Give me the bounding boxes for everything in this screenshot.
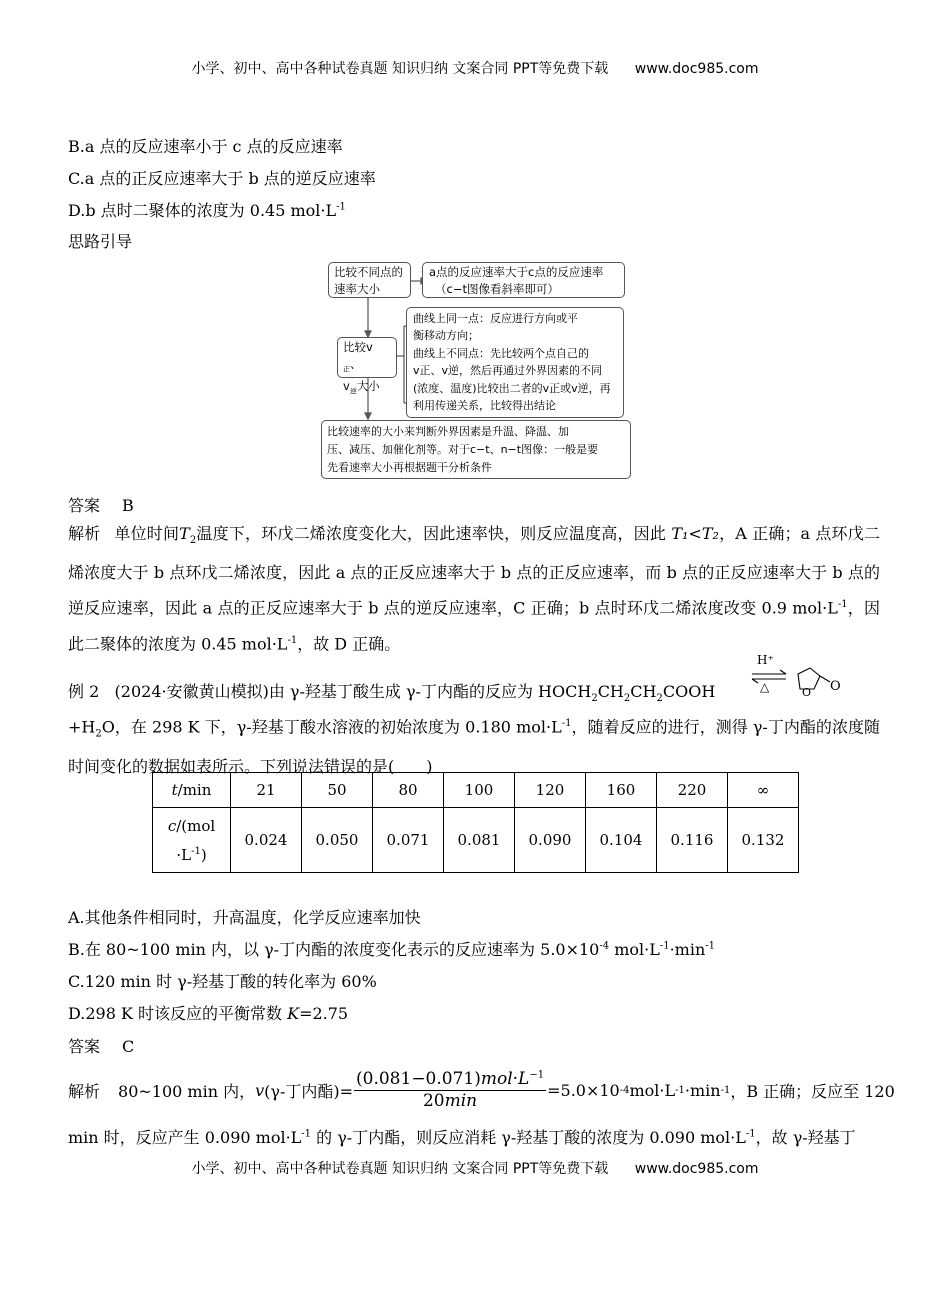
table-row-concentration <box>153 808 799 873</box>
answer-2: 答案 C <box>68 1037 135 1056</box>
flowchart-box-external-factors: 比较速率的大小来判断外界因素是升温、降温、加 压、减压、加催化剂等。对于c−t、n−t图像：一般是要 先看速率大小再根据题干分析条件 <box>321 420 631 479</box>
reaction-catalyst: H⁺ <box>757 653 774 667</box>
table-cell: 160 <box>586 773 657 808</box>
option-b: B.a 点的反应速率小于 c 点的反应速率 <box>68 137 343 156</box>
table-cell: 0.081 <box>444 808 515 873</box>
example-2-line-1: 例 2 (2024·安徽黄山模拟)由 γ-羟基丁酸生成 γ-丁内酯的反应为 $HOCH_2CH_2CH_2COOH$ <box>68 682 716 705</box>
table-cell: 0.090 <box>515 808 586 873</box>
flowchart-box-compare-v: 比较$v_正$、 $v_逆$大小 <box>337 337 397 378</box>
flowchart-box-curve-points: 曲线上同一点：反应进行方向或平 衡移动方向； 曲线上不同点：先比较两个点自己的 v正、v逆，然后再通过外界因素的不同 (浓度、温度)比较出二者的v正或v逆，再 利用传递关系，比较得出结论 <box>406 307 624 418</box>
flowchart-box-ac-rate <box>422 262 625 298</box>
table-cell: ∞ <box>728 773 799 808</box>
box2-line2: （c−t图像看斜率即可） <box>435 282 559 296</box>
analysis-2-line-1: 解析 80~100 min 内， v (γ-丁内酯)= $(0.081-0.071)mol\cdot L^{-1}$ 20min =5.0×10 -4 mol·L -1 ·min -1 ，B 正确；反应至 120 <box>68 1069 895 1111</box>
option-2b: B.在 80~100 min 内，以 γ-丁内酯的浓度变化表示的反应速率为 $5.0\times 10^{-4}$ $mol\cdot L^{-1}\cdot\min^{-1}$ <box>68 940 716 959</box>
header-text: 小学、初中、高中各种试卷真题 知识归纳 文案合同 PPT等免费下载 <box>191 61 609 77</box>
example-2-text: $+H_2O$，在 298 K 下，γ-羟基丁酸水溶液的初始浓度为 0.180 $mol\cdot L^{-1}$，随着反应的进行，测得 γ-丁内酯的浓度随时间变化的数据如表所示。下列说法错误的是( ) <box>68 717 880 776</box>
table-cell: 120 <box>515 773 586 808</box>
answer-1: 答案 B <box>68 496 134 515</box>
analysis-1: 解析 单位时间$T_2$温度下，环戊二烯浓度变化大，因此速率快，则反应温度高，因此 T₁<T₂，A 正确；a 点环戊二烯浓度大于 b 点环戊二烯浓度，因此 a 点的正反应速率大于 b 点的正反应速率，而 b 点的正反应速率大于 b 点的逆反应速率，因此 a 点的正反应速率大于 b 点的逆反应速率，C 正确；b 点时环戊二烯浓度改变 0.9 $mol\cdot L^{-1}$，因此二聚体的浓度为 0.45 $mol\cdot L^{-1}$，故 D 正确。 <box>68 524 880 653</box>
guide-title: 思路引导 <box>68 232 133 251</box>
table-cell: 220 <box>657 773 728 808</box>
box2-line1: a点的反应速率大于c点的反应速率 <box>429 265 604 279</box>
table-cell: 0.050 <box>302 808 373 873</box>
flowchart-box-compare-points: 比较不同点的速率大小 <box>328 262 411 298</box>
lactone-carbonyl-oxygen: O <box>830 679 841 694</box>
footer-text: 小学、初中、高中各种试卷真题 知识归纳 文案合同 PPT等免费下载 <box>191 1161 609 1177</box>
header-site-link[interactable]: www.doc985.com <box>634 61 759 77</box>
option-2a: A.其他条件相同时，升高温度，化学反应速率加快 <box>68 908 421 927</box>
option-c: C.a 点的正反应速率大于 b 点的逆反应速率 <box>68 169 376 188</box>
table-cell: 100 <box>444 773 515 808</box>
table-header-time: t/min <box>153 773 231 808</box>
lactone-ring-oxygen: O <box>802 686 812 699</box>
footer-site-link[interactable]: www.doc985.com <box>634 1161 759 1177</box>
table-cell: 0.104 <box>586 808 657 873</box>
table-cell: 21 <box>231 773 302 808</box>
analysis-2-line-2: min 时，反应产生 0.090 $mol\cdot L^{-1}$ 的 γ-丁内酯，则反应消耗 γ-羟基丁酸的浓度为 0.090 $mol\cdot L^{-1}$，故 γ-羟基丁 <box>68 1128 856 1147</box>
concentration-table <box>152 772 799 873</box>
option-2d: D.298 K 时该反应的平衡常数 K=2.75 <box>68 1004 349 1023</box>
table-row-time <box>153 773 799 808</box>
option-2c: C.120 min 时 γ-羟基丁酸的转化率为 60% <box>68 972 377 991</box>
table-cell: 0.071 <box>373 808 444 873</box>
table-cell: 0.116 <box>657 808 728 873</box>
rate-fraction: $(0.081-0.071)mol\cdot L^{-1}$ 20min <box>356 1069 545 1111</box>
table-cell: 0.024 <box>231 808 302 873</box>
option-d: D.b 点时二聚体的浓度为 0.45 $mol\cdot L^{-1}$ <box>68 201 346 220</box>
table-header-concentration: c/(mol $\cdot L^{-1}$) <box>153 808 231 873</box>
reaction-heat: △ <box>760 680 770 694</box>
table-cell: 0.132 <box>728 808 799 873</box>
page-footer <box>0 1158 950 1178</box>
table-cell: 80 <box>373 773 444 808</box>
table-cell: 50 <box>302 773 373 808</box>
